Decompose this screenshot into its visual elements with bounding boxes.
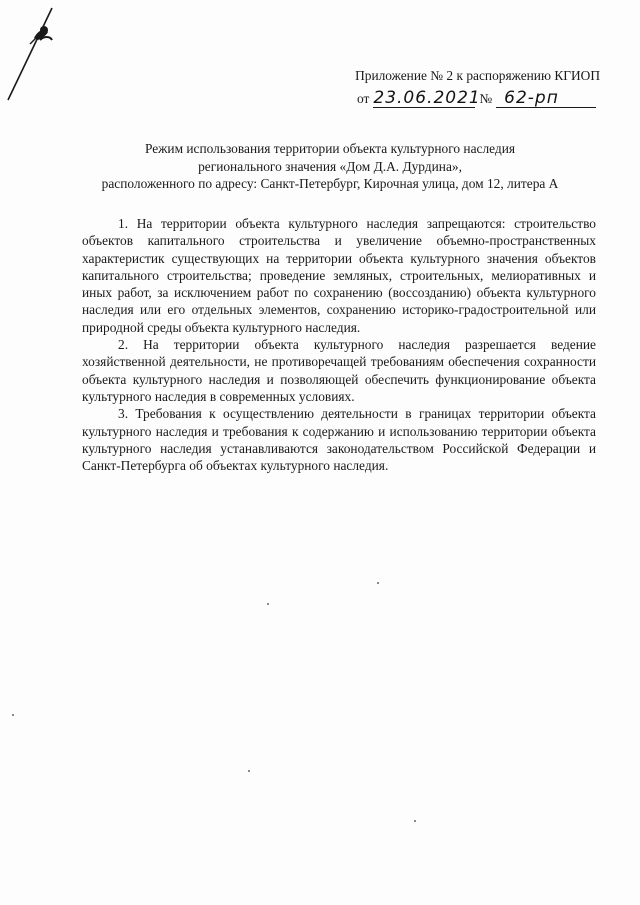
paragraph-3: 3. Требования к осуществлению деятельности в границах территории объекта культурного наследия и требования к содержанию и использованию территории объекта культурного наследия устанавливаются законодательством Российской Федерации и Санкт-Петербурга об объектах культурного наследия. xyxy=(82,406,596,474)
scan-speck xyxy=(12,714,14,716)
handwritten-date: 23.06.2021 xyxy=(373,88,481,108)
handwritten-corner-mark xyxy=(0,0,70,110)
document-title xyxy=(60,140,600,193)
scan-speck xyxy=(248,770,250,772)
appendix-line: Приложение № 2 к распоряжению КГИОП xyxy=(355,68,600,83)
title-line-2: регионального значения «Дом Д.А. Дурдина», xyxy=(198,158,462,174)
scan-speck xyxy=(267,603,269,605)
appendix-header xyxy=(330,66,620,111)
number-prefix: № xyxy=(479,91,493,106)
handwritten-number: 62-рп xyxy=(496,89,596,108)
title-line-3: расположенного по адресу: Санкт-Петербург, Кирочная улица, дом 12, литера А xyxy=(101,176,559,191)
paragraph-2: 2. На территории объекта культурного наследия разрешается ведение хозяйственной деятельности, не противоречащей требованиям обеспечения сохранности объекта культурного наследия и позволяющей обеспечить функционирование объекта культурного наследия в современных условиях. xyxy=(82,337,596,404)
date-number-line xyxy=(330,89,620,111)
title-line-1: Режим использования территории объекта культурного наследия xyxy=(144,141,516,156)
scan-speck xyxy=(414,820,416,822)
date-prefix: от xyxy=(357,91,370,106)
document-body xyxy=(82,215,596,474)
paragraph-1: 1. На территории объекта культурного наследия запрещаются: строительство объектов капитального строительства и увеличение объемно-пространственных характеристик существующих на территории объекта культурного значения объектов капитального строительства; проведение земляных, строительных, мелиоративных и иных работ, за исключением работ по сохранению (воссозданию) объекта культурного наследия или его отдельных элементов, сохранению историко-градостроительной или природной среды объекта культурного наследия. xyxy=(82,216,596,335)
scan-speck xyxy=(377,582,379,584)
